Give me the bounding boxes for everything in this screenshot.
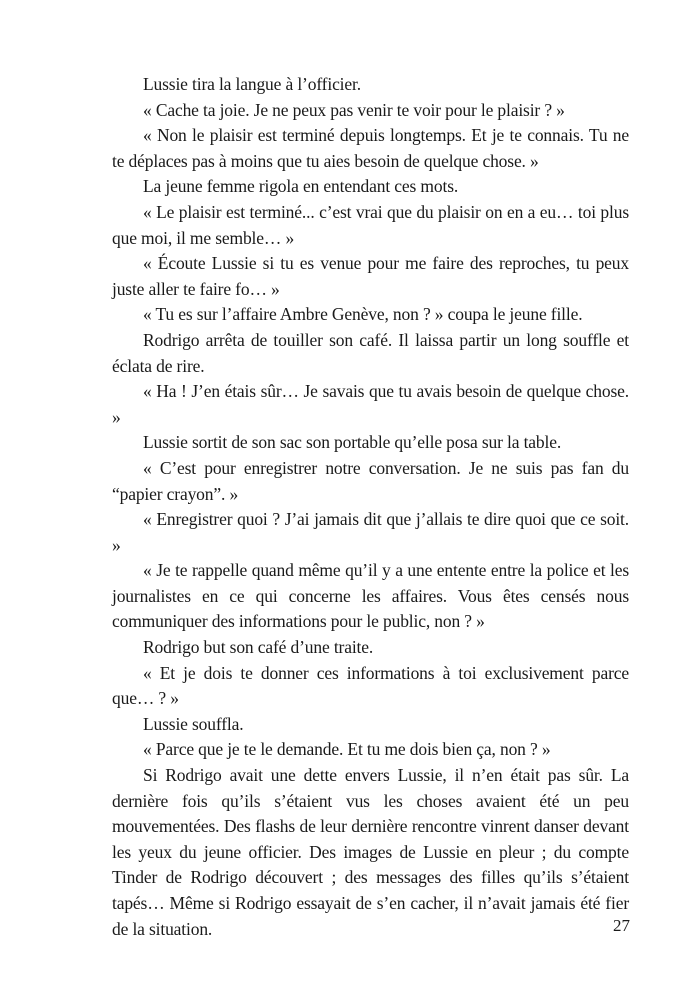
paragraph: Lussie tira la langue à l’officier. xyxy=(143,74,361,94)
paragraph: « Et je dois te donner ces informations à toi exclusivement parce que… ? » xyxy=(112,662,629,709)
paragraph: Rodrigo arrêta de touiller son café. Il laissa partir un long souffle et éclata de rire. xyxy=(112,329,629,376)
paragraph: « Écoute Lussie si tu es venue pour me faire des reproches, tu peux juste aller te faire fo… » xyxy=(112,253,629,299)
paragraph: La jeune femme rigola en entendant ces mots. xyxy=(143,176,459,197)
paragraph: Si Rodrigo avait une dette envers Lussie, il n’en était pas sûr. La dernière fois qu’ils s’étaient vus les choses avaient été un peu mouvementées. Des flashs de leur dernière rencontre vinrent danser devant les yeux du jeune officier. Des images de Lussie en pleur ; du compte Tinder de Rodrigo découvert ; des messages des filles qu’ils s’étaient tapés… Même si Rodrigo essayait de s’en cacher, il n’avait jamais été fier de la situation. xyxy=(112,765,629,939)
paragraph: « C’est pour enregistrer notre conversation. Je ne suis pas fan du “papier crayon”. » xyxy=(112,457,629,504)
paragraph: Lussie sortit de son sac son portable qu’elle posa sur la table. xyxy=(143,432,562,453)
paragraph: « Je te rappelle quand même qu’il y a une entente entre la police et les journalistes en ce qui concerne les affaires. Vous êtes censés nous communiquer des informations pour le public, non ? » xyxy=(112,560,629,632)
paragraph: « Ha ! J’en étais sûr… Je savais que tu avais besoin de quelque chose. » xyxy=(112,381,629,427)
paragraph: « Enregistrer quoi ? J’ai jamais dit que j’allais te dire quoi que ce soit. » xyxy=(112,509,629,555)
paragraph: « Parce que je te le demande. Et tu me dois bien ça, non ? » xyxy=(143,739,551,760)
paragraph: « Le plaisir est terminé... c’est vrai que du plaisir on en a eu… toi plus que moi, il me semble… » xyxy=(112,201,629,248)
paragraph: Lussie souffla. xyxy=(143,713,244,734)
paragraph: Rodrigo but son café d’une traite. xyxy=(143,637,374,658)
paragraph: « Non le plaisir est terminé depuis longtemps. Et je te connais. Tu ne te déplaces pas à moins que tu aies besoin de quelque chose. » xyxy=(112,125,629,171)
paragraph: « Cache ta joie. Je ne peux pas venir te voir pour le plaisir ? » xyxy=(143,99,565,120)
page-number: 27 xyxy=(613,916,630,935)
paragraph: « Tu es sur l’affaire Ambre Genève, non ? » coupa le jeune fille. xyxy=(143,304,583,325)
page-body xyxy=(112,72,629,942)
